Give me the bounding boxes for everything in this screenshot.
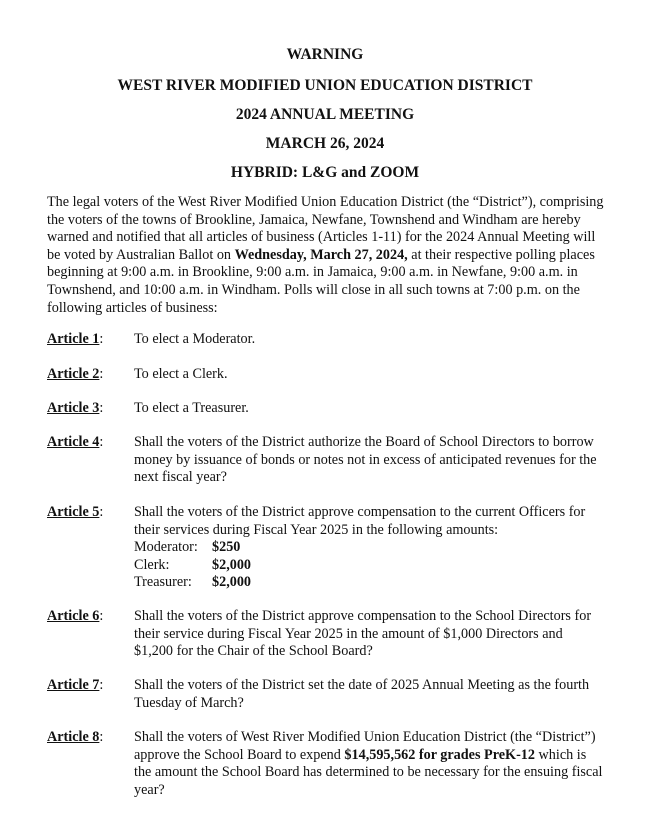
article-label-text: Article 8: [47, 729, 100, 745]
compensation-row-moderator: [134, 539, 604, 557]
heading-date: MARCH 26, 2024: [265, 135, 385, 152]
article-text: To elect a Moderator.: [134, 331, 256, 347]
compensation-row-clerk: [134, 557, 604, 575]
compensation-role: Clerk:: [134, 556, 170, 573]
heading-district: WEST RIVER MODIFIED UNION EDUCATION DISTRICT: [117, 77, 533, 94]
heading-meeting: 2024 ANNUAL MEETING: [235, 106, 415, 123]
compensation-role: Moderator:: [134, 539, 198, 556]
article-label-text: Article 4: [47, 434, 100, 450]
intro-text-2: at their respective polling places beginning at 9:00 a.m. in Brookline, 9:00 a.m. in Jamaica, 9:00 a.m. in Newfane, 9:00 a.m. in Townshend, and 10:00 a.m. in Windham. Polls will close in all such towns at 7:00 p.m. on the following articles of business:: [47, 246, 595, 316]
article-label-text: Article 1: [47, 331, 100, 347]
article-text-block: [134, 504, 604, 592]
article-label-text: Article 3: [47, 400, 100, 416]
heading-warning: WARNING: [286, 46, 364, 63]
article-label-text: Article 7: [47, 677, 100, 693]
article-text: Shall the voters of the District approve compensation to the School Directors for their service during Fiscal Year 2025 in the amount of $1,000 Directors and $1,200 for the Chair of the School Board?: [134, 608, 592, 660]
heading-format: HYBRID: L&G and ZOOM: [230, 164, 420, 181]
article-label-text: Article 2: [47, 366, 100, 382]
compensation-amount: $2,000: [212, 556, 252, 573]
article-label: Article 4:: [47, 434, 104, 450]
intro-text-1: The legal voters of the West River Modified Union Education District (the “District”), comprising the voters of the towns of Brookline, Jamaica, Newfane, Townshend and Windham are hereby warned and notified that all articles of business (Articles 1-11) for the 2024 Annual Meeting will be voted by Australian Ballot on: [47, 194, 604, 263]
compensation-amount: $250: [212, 539, 241, 556]
article-label: Article 8:: [47, 729, 104, 745]
intro-bold-date: Wednesday, March 27, 2024,: [234, 246, 408, 263]
article-text: To elect a Treasurer.: [134, 400, 249, 416]
article-label: Article 7:: [47, 677, 104, 693]
article-label: Article 5:: [47, 504, 104, 520]
article-text: Shall the voters of the District set the date of 2025 Annual Meeting as the fourth Tuesday of March?: [134, 677, 590, 711]
article-label: Article 3:: [47, 400, 104, 416]
article-label: Article 6:: [47, 608, 104, 624]
article-text-after: which is the amount the School Board has determined to be necessary for the ensuing fiscal year?: [134, 746, 603, 798]
compensation-amount: $2,000: [212, 574, 252, 591]
compensation-row-treasurer: [134, 574, 604, 592]
article-text: [134, 729, 604, 799]
article-label-text: Article 6: [47, 608, 100, 624]
article-text-before: Shall the voters of West River Modified Union Education District (the “District”) approve the School Board to expend: [134, 729, 596, 763]
intro-paragraph: [47, 194, 607, 317]
article-text: Shall the voters of the District approve compensation to the current Officers for their services during Fiscal Year 2025 in the following amounts:: [134, 504, 586, 538]
article-label-text: Article 5: [47, 504, 100, 520]
article-text: To elect a Clerk.: [134, 366, 228, 382]
article-label: Article 2:: [47, 366, 104, 382]
article-label: Article 1:: [47, 331, 104, 347]
article-text-bold-amount: $14,595,562 for grades PreK-12: [344, 746, 535, 763]
article-text: Shall the voters of the District authorize the Board of School Directors to borrow money by issuance of bonds or notes not in excess of anticipated revenues for the next fiscal year?: [134, 434, 597, 486]
compensation-role: Treasurer:: [134, 574, 192, 591]
